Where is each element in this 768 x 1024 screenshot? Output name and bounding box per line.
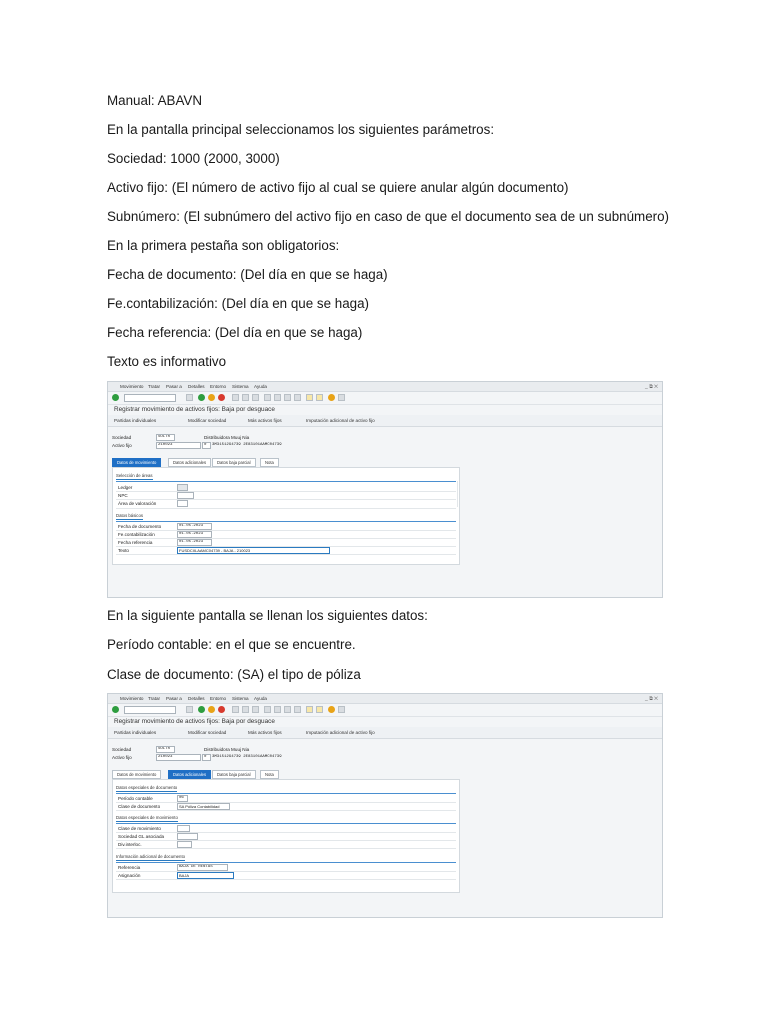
menu-item-movimiento[interactable]: Movimiento [120, 384, 144, 389]
doc-line-intro: En la pantalla principal seleccionamos los siguientes parámetros: [107, 122, 495, 137]
print-icon[interactable] [232, 706, 239, 713]
print-icon[interactable] [232, 394, 239, 401]
row-divider [116, 848, 456, 849]
fecha-referencia-label: Fecha referencia [118, 540, 153, 545]
doc-line-primera-pestana: En la primera pestaña son obligatorios: [107, 238, 340, 253]
modificar-sociedad-button[interactable]: Modificar sociedad [188, 418, 227, 423]
doc-line-fecha-referencia: Fecha referencia: (Del día en que se haga) [107, 325, 363, 340]
periodo-contable-label: Período contable [118, 796, 153, 801]
imputacion-adicional-button[interactable]: Imputación adicional de activo fijo [306, 418, 375, 423]
doc-line-activo: Activo fijo: (El número de activo fijo al cual se quiere anular algún documento) [107, 180, 569, 195]
referencia-field[interactable]: BAJA DE RENTAS [177, 864, 228, 871]
sociedad-field[interactable]: SOLTR [156, 746, 175, 753]
area-valoracion-label: Área de valoración [118, 501, 157, 506]
last-page-icon[interactable] [294, 706, 301, 713]
activo-fijo-field[interactable]: 210023 [156, 442, 201, 449]
layout-icon[interactable] [338, 706, 345, 713]
menu-item-detalles[interactable]: Detalles [188, 384, 205, 389]
activo-fijo-label: Activo fijo [112, 755, 132, 760]
row-divider [116, 840, 456, 841]
activo-description: 3M31512G4739 2E83101AAMC04739 [212, 443, 282, 447]
find-icon[interactable] [242, 706, 249, 713]
doc-line-clase-documento: Clase de documento: (SA) el tipo de póliza [107, 667, 361, 682]
screen-title: Registrar movimiento de activos fijos: Baja por desguace [114, 718, 275, 725]
prev-page-icon[interactable] [274, 394, 281, 401]
tab-datos-baja-parcial[interactable]: Datos baja parcial [212, 770, 256, 779]
application-toolbar [108, 727, 662, 739]
command-field[interactable] [124, 706, 176, 714]
asignacion-field[interactable]: BAJA [177, 872, 234, 879]
save-icon[interactable] [186, 706, 193, 713]
new-session-icon[interactable] [306, 394, 313, 401]
tab-datos-movimiento[interactable]: Datos de movimiento [112, 458, 161, 467]
application-toolbar [108, 415, 662, 427]
texto-field[interactable]: FUSDCIILAAMC04739 - BAJA - 210023 [177, 547, 330, 554]
first-page-icon[interactable] [264, 706, 271, 713]
row-divider [116, 491, 456, 492]
div-interloc-field[interactable] [177, 841, 192, 848]
tab-panel [112, 467, 460, 565]
imputacion-adicional-button[interactable]: Imputación adicional de activo fijo [306, 730, 375, 735]
first-page-icon[interactable] [264, 394, 271, 401]
clase-movimiento-field[interactable] [177, 825, 190, 832]
tab-strip [108, 770, 662, 778]
group-divider [116, 823, 456, 824]
sociedad-label: Sociedad [112, 747, 132, 752]
sociedad-gl-field[interactable] [177, 833, 198, 840]
group-divider [116, 862, 456, 863]
activo-description: 3M31512G4739 2E83101AAMC04739 [212, 755, 282, 759]
doc-line-subnumero: Subnúmero: (El subnúmero del activo fijo en caso de que el documento sea de un subnúmero) [107, 209, 670, 224]
group-divider [116, 521, 456, 522]
mas-activos-fijos-button[interactable]: Más activos fijos [248, 730, 282, 735]
menu-item-ayuda[interactable]: Ayuda [254, 384, 267, 389]
doc-line-fecha-documento: Fecha de documento: (Del día en que se haga) [107, 267, 388, 282]
row-divider [116, 832, 456, 833]
find-next-icon[interactable] [252, 394, 259, 401]
row-divider [116, 538, 456, 539]
row-divider [116, 879, 456, 880]
doc-line-fe-contabilizacion: Fe.contabilización: (Del día en que se haga) [107, 296, 370, 311]
tab-datos-baja-parcial[interactable]: Datos baja parcial [212, 458, 256, 467]
doc-line-siguiente-pantalla: En la siguiente pantalla se llenan los siguientes datos: [107, 608, 428, 623]
menu-item-entorno[interactable]: Entorno [210, 696, 227, 701]
group-datos-basicos: Datos básicos [116, 513, 143, 518]
description-title: Distribuidora Muuj Nia [204, 435, 250, 440]
row-divider [116, 871, 456, 872]
doc-line-texto: Texto es informativo [107, 354, 227, 369]
menu-item-pasar[interactable]: Pasar a [166, 696, 182, 701]
sociedad-label: Sociedad [112, 435, 132, 440]
tab-nota[interactable]: Nota [260, 458, 279, 467]
menu-bar [108, 694, 662, 704]
exit-icon[interactable] [208, 706, 215, 713]
enter-check-icon[interactable] [112, 394, 119, 401]
tab-panel [112, 779, 460, 893]
row-divider [116, 530, 456, 531]
shortcut-icon[interactable] [316, 394, 323, 401]
back-icon[interactable] [198, 706, 205, 713]
fecha-documento-field[interactable]: 01.05.2023 [177, 523, 212, 530]
menu-item-tratar[interactable]: Tratar [148, 696, 161, 701]
menu-item-ayuda[interactable]: Ayuda [254, 696, 267, 701]
modificar-sociedad-button[interactable]: Modificar sociedad [188, 730, 227, 735]
referencia-label: Referencia [118, 865, 141, 870]
mas-activos-fijos-button[interactable]: Más activos fijos [248, 418, 282, 423]
tab-datos-adicionales[interactable]: Datos adicionales [168, 458, 211, 467]
npc-label: NPC [118, 493, 128, 498]
command-field[interactable] [124, 394, 176, 402]
sociedad-gl-label: Sociedad GL asociada [118, 834, 165, 839]
sociedad-field[interactable]: SOLTR [156, 434, 175, 441]
description-title: Distribuidora Muuj Nia [204, 747, 250, 752]
group-divider [116, 481, 456, 482]
activo-fijo-field[interactable]: 210023 [156, 754, 201, 761]
group-datos-especiales-movimiento: Datos especiales de movimiento [116, 815, 178, 820]
window-controls[interactable]: _ ⧉ ✕ [645, 384, 658, 390]
cancel-icon[interactable] [218, 394, 225, 401]
div-interloc-label: Div.interloc. [118, 842, 142, 847]
ledger-label: Ledger [118, 485, 133, 490]
menu-item-detalles[interactable]: Detalles [188, 696, 205, 701]
row-divider [116, 810, 456, 811]
help-icon[interactable] [328, 394, 335, 401]
clase-documento-field[interactable]: SA Póliza Contabilidad [177, 803, 230, 810]
fecha-referencia-field[interactable]: 01.05.2023 [177, 539, 212, 546]
activo-fijo-label: Activo fijo [112, 443, 132, 448]
row-divider [116, 508, 456, 509]
periodo-contable-field[interactable]: 06 [177, 795, 188, 802]
column-divider [457, 481, 458, 507]
ledger-field[interactable] [177, 484, 188, 491]
group-divider [116, 793, 456, 794]
find-icon[interactable] [242, 394, 249, 401]
menu-bar [108, 382, 662, 392]
doc-line-manual: Manual: ABAVN [107, 93, 203, 108]
help-icon[interactable] [328, 706, 335, 713]
prev-page-icon[interactable] [274, 706, 281, 713]
menu-item-entorno[interactable]: Entorno [210, 384, 227, 389]
cancel-icon[interactable] [218, 706, 225, 713]
enter-check-icon[interactable] [112, 706, 119, 713]
clase-movimiento-label: Clase de movimiento [118, 826, 161, 831]
exit-icon[interactable] [208, 394, 215, 401]
texto-label: Texto [118, 548, 129, 553]
subnumero-field[interactable]: 0 [202, 754, 211, 761]
group-datos-especiales-documento: Datos especiales de documento [116, 785, 178, 790]
doc-line-periodo-contable: Período contable: en el que se encuentre. [107, 637, 356, 652]
clase-documento-label: Clase de documento [118, 804, 161, 809]
asignacion-label: Asignación [118, 873, 141, 878]
row-divider [116, 499, 456, 500]
tab-datos-adicionales[interactable]: Datos adicionales [168, 770, 211, 779]
window-controls[interactable]: _ ⧉ ✕ [645, 696, 658, 702]
subnumero-field[interactable]: 0 [202, 442, 211, 449]
shortcut-icon[interactable] [316, 706, 323, 713]
partidas-individuales-button[interactable]: Partidas individuales [114, 730, 157, 735]
menu-item-tratar[interactable]: Tratar [148, 384, 161, 389]
group-informacion-adicional: Información adicional de documento [116, 854, 186, 859]
menu-item-movimiento[interactable]: Movimiento [120, 696, 144, 701]
save-icon[interactable] [186, 394, 193, 401]
standard-toolbar [108, 704, 662, 717]
tab-nota[interactable]: Nota [260, 770, 279, 779]
npc-field[interactable] [177, 492, 194, 499]
menu-item-pasar[interactable]: Pasar a [166, 384, 182, 389]
fecha-documento-label: Fecha de documento [118, 524, 162, 529]
find-next-icon[interactable] [252, 706, 259, 713]
tab-datos-movimiento[interactable]: Datos de movimiento [112, 770, 161, 779]
next-page-icon[interactable] [284, 394, 291, 401]
back-icon[interactable] [198, 394, 205, 401]
sap-screenshot-2 [107, 693, 663, 918]
partidas-individuales-button[interactable]: Partidas individuales [114, 418, 157, 423]
doc-line-sociedad: Sociedad: 1000 (2000, 3000) [107, 151, 280, 166]
last-page-icon[interactable] [294, 394, 301, 401]
group-seleccion-areas: Selección de áreas [116, 473, 153, 478]
menu-item-sistema[interactable]: Sistema [232, 384, 249, 389]
row-divider [116, 554, 456, 555]
new-session-icon[interactable] [306, 706, 313, 713]
fe-contabilizacion-field[interactable]: 01.05.2023 [177, 531, 212, 538]
menu-item-sistema[interactable]: Sistema [232, 696, 249, 701]
tab-strip [108, 458, 662, 466]
standard-toolbar [108, 392, 662, 405]
area-valoracion-field[interactable] [177, 500, 188, 507]
row-divider [116, 802, 456, 803]
screen-title: Registrar movimiento de activos fijos: Baja por desguace [114, 406, 275, 413]
sap-screenshot-1 [107, 381, 663, 598]
next-page-icon[interactable] [284, 706, 291, 713]
fe-contabilizacion-label: Fe.contabilización [118, 532, 155, 537]
layout-icon[interactable] [338, 394, 345, 401]
